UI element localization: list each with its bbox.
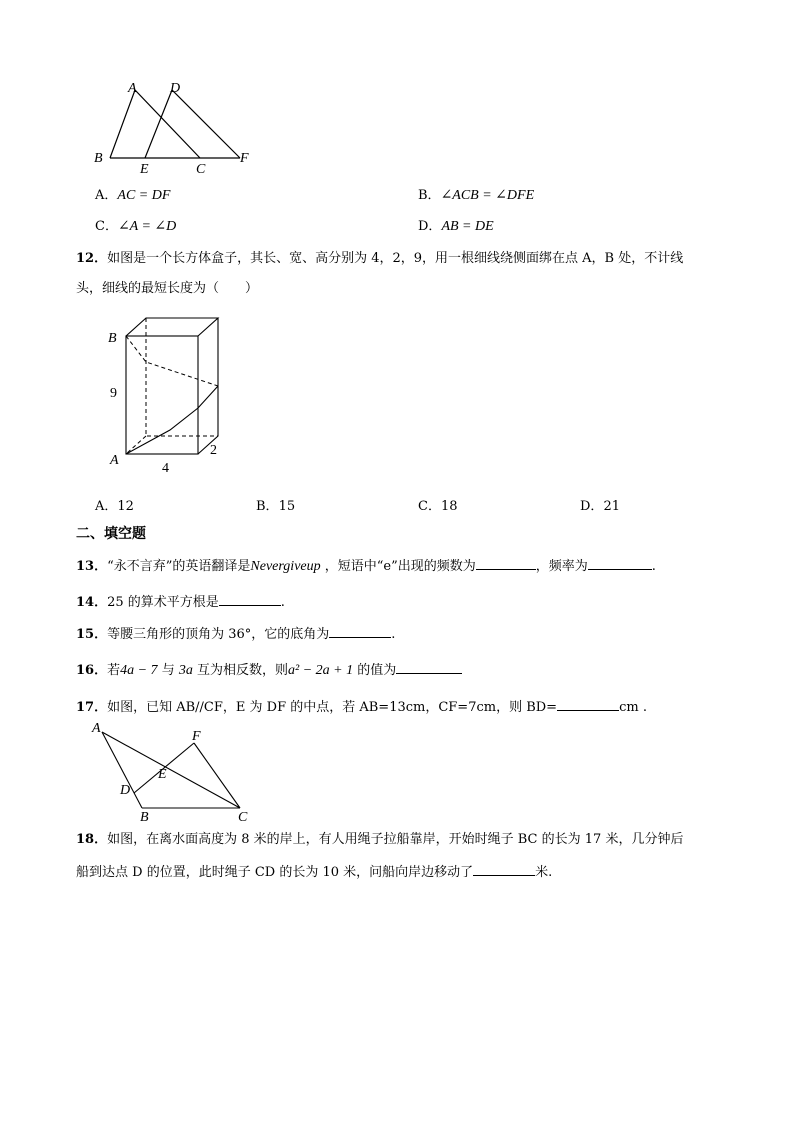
fig17-label-d: D <box>120 783 131 798</box>
string-path-front <box>126 386 218 454</box>
q13-text-1: “永不言弃”的英语翻译是 <box>107 559 251 574</box>
q12-option-a <box>95 498 134 516</box>
q11-option-c <box>95 218 176 236</box>
segment-fc <box>194 743 240 808</box>
q11-option-c-letter: C． <box>95 219 118 234</box>
q18-line-2 <box>76 862 552 882</box>
cuboid-right-face <box>198 318 218 454</box>
q17-text-1: 如图，已知 AB//CF，E 为 DF 的中点，若 AB=13cm，CF=7cm，则 BD= <box>107 700 558 715</box>
q11-option-b-letter: B． <box>418 188 441 203</box>
q13-blank-rate[interactable] <box>588 556 652 570</box>
q15-text-2: . <box>391 627 396 642</box>
q18-text-2: 船到达点 D 的位置，此时绳子 CD 的长为 10 米，问船向岸边移动了 <box>76 865 474 880</box>
q13-blank-frequency[interactable] <box>476 556 536 570</box>
q16-text-2: 与 <box>161 663 175 678</box>
q18-number: 18． <box>76 832 108 847</box>
cuboid-label-b: B <box>108 331 117 346</box>
q13-text-3: ，频率为 <box>535 559 588 574</box>
q12-option-b <box>256 498 295 516</box>
q12-cuboid-figure <box>100 312 250 482</box>
cuboid-label-height: 9 <box>110 386 117 401</box>
q13-text-4: . <box>651 559 656 574</box>
q12-text-2: 头，细线的最短长度为（ ） <box>76 281 259 296</box>
cuboid-label-width: 2 <box>210 443 217 458</box>
triangle-abc <box>110 90 200 158</box>
q12-option-d <box>580 498 620 516</box>
q12-number: 12． <box>76 251 108 266</box>
q11-option-b <box>418 187 534 205</box>
q18-text-1: 如图，在离水面高度为 8 米的岸上，有人用绳子拉船靠岸，开始时绳子 BC 的长为 17 米，几分钟后 <box>107 832 684 847</box>
q12-option-b-text: 15 <box>278 499 296 514</box>
label-b: B <box>94 151 103 166</box>
q16-math-1: 4a − 7 <box>120 663 158 678</box>
q12-option-a-letter: A． <box>95 499 118 514</box>
cuboid-label-a: A <box>110 453 119 468</box>
q11-option-a <box>95 187 170 205</box>
q11-option-d-letter: D． <box>418 219 442 234</box>
label-c: C <box>196 162 206 177</box>
q12-option-d-text: 21 <box>603 499 620 514</box>
q12-option-b-letter: B． <box>256 499 279 514</box>
q12-option-a-text: 12 <box>117 499 134 514</box>
q15-line <box>76 624 395 644</box>
section-2-title: 二、填空题 <box>76 526 146 542</box>
q16-text-3: 互为相反数，则 <box>197 663 289 678</box>
q16-math-3: a² − 2a + 1 <box>288 663 354 678</box>
q12-option-d-letter: D． <box>580 499 604 514</box>
q11-option-c-text: ∠A = ∠D <box>117 219 177 234</box>
q14-text-1: 25 的算术平方根是 <box>107 595 219 610</box>
q12-line-1 <box>76 250 683 268</box>
cuboid-label-length: 4 <box>162 461 169 476</box>
triangle-def <box>145 90 240 158</box>
q16-text-4: 的值为 <box>357 663 397 678</box>
q12-option-c-text: 18 <box>440 499 458 514</box>
q11-triangles-figure <box>90 78 270 178</box>
q12-text-1: 如图是一个长方体盒子，其长、宽、高分别为 4，2，9，用一根细线绕侧面绑在点 A，B 处，不计线 <box>107 251 684 266</box>
q16-number: 16． <box>76 663 108 678</box>
q15-blank[interactable] <box>329 624 391 638</box>
q17-number: 17． <box>76 700 108 715</box>
q16-text-1: 若 <box>107 663 121 678</box>
string-path-back <box>126 336 218 386</box>
q12-option-c-letter: C． <box>418 499 441 514</box>
q14-number: 14． <box>76 595 108 610</box>
q11-option-d-text: AB = DE <box>441 219 494 234</box>
label-d: D <box>170 81 181 96</box>
q17-line <box>76 697 647 717</box>
q14-line <box>76 592 285 612</box>
q11-option-d <box>418 218 494 236</box>
q12-line-2 <box>76 280 258 298</box>
q13-math: Nevergiveup <box>250 559 321 574</box>
q13-number: 13． <box>76 559 108 574</box>
fig17-label-b: B <box>140 810 149 825</box>
q11-option-b-text: ∠ACB = ∠DFE <box>440 188 535 203</box>
q13-line <box>76 556 656 576</box>
fig17-label-c: C <box>238 810 248 825</box>
label-a: A <box>128 81 137 96</box>
q14-blank[interactable] <box>219 592 281 606</box>
fig17-label-e: E <box>158 767 167 782</box>
q12-option-c <box>418 498 458 516</box>
q17-text-2: cm . <box>619 700 647 715</box>
label-e: E <box>140 162 149 177</box>
cuboid-top-face <box>126 318 218 336</box>
fig17-label-f: F <box>192 729 201 744</box>
q15-number: 15． <box>76 627 108 642</box>
label-f: F <box>240 151 249 166</box>
q14-text-2: . <box>280 595 285 610</box>
fig17-label-a: A <box>92 721 101 736</box>
q18-text-3: 米. <box>535 865 553 880</box>
q18-blank[interactable] <box>473 862 535 876</box>
q17-figure <box>88 718 268 828</box>
q16-line <box>76 660 462 680</box>
q18-line-1 <box>76 831 683 849</box>
q17-blank[interactable] <box>557 697 619 711</box>
q13-text-2: ，短语中“e”出现的频数为 <box>324 559 476 574</box>
q16-math-2: 3a <box>178 663 193 678</box>
q11-option-a-text: AC = DF <box>117 188 171 203</box>
q16-blank[interactable] <box>396 660 462 674</box>
q15-text-1: 等腰三角形的顶角为 36°，它的底角为 <box>107 627 330 642</box>
q11-option-a-letter: A． <box>95 188 118 203</box>
